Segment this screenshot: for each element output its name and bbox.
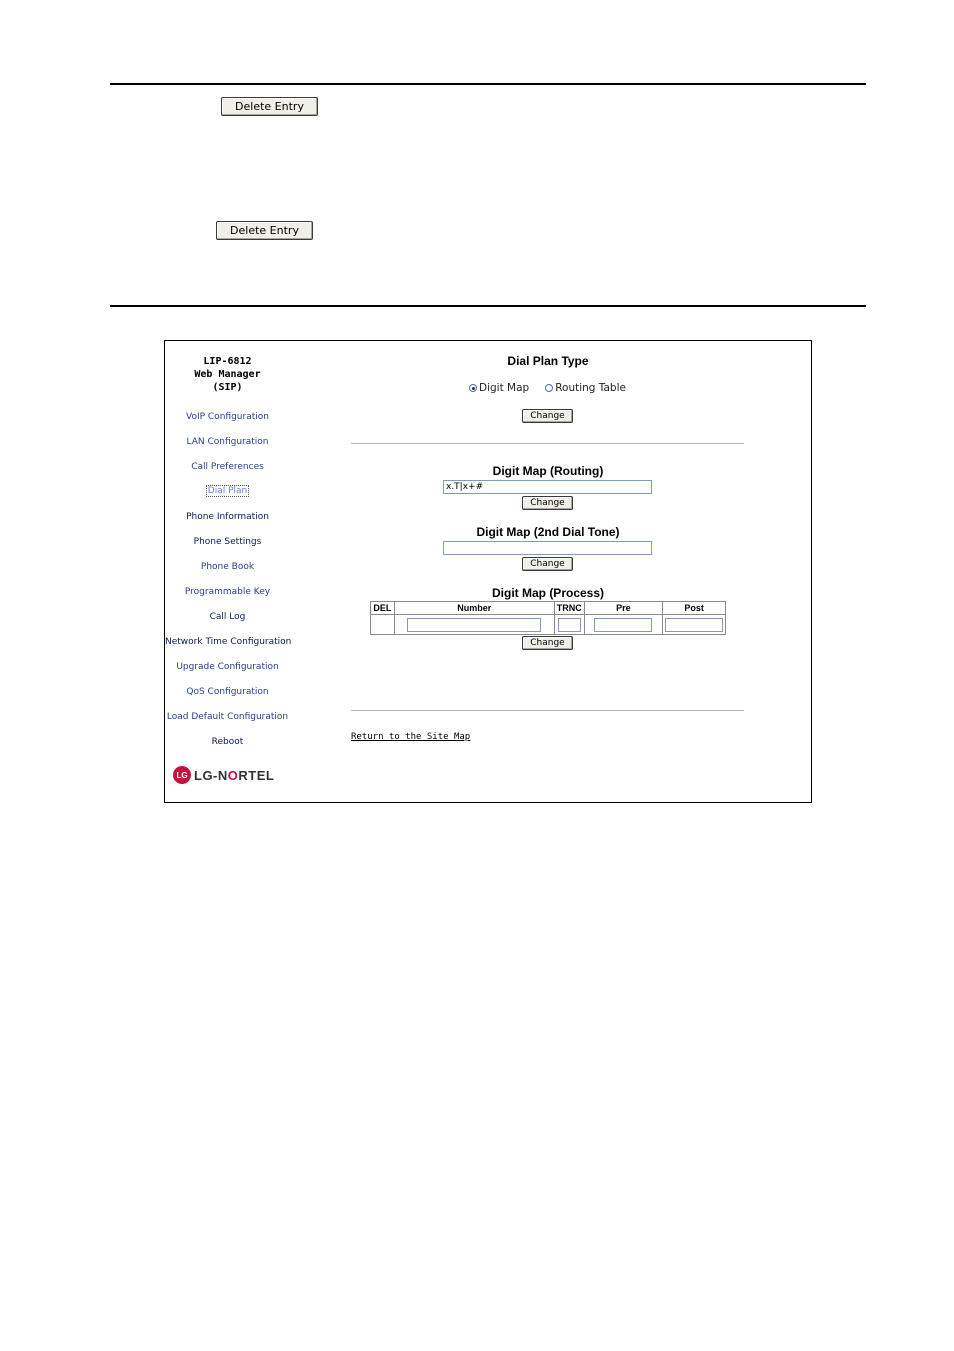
- nav-reboot[interactable]: [165, 737, 290, 747]
- return-to-site-map-link[interactable]: Return to the Site Map: [351, 732, 471, 742]
- nav-call-preferences[interactable]: [165, 462, 290, 472]
- nav-programmable-key[interactable]: [165, 587, 290, 597]
- nav-label: Load Default Configuration: [166, 712, 289, 722]
- dial-plan-type-change-button[interactable]: Change: [522, 409, 573, 423]
- delete-entry-button-2[interactable]: Delete Entry: [216, 221, 313, 240]
- trnc-cell: [554, 615, 584, 635]
- lg-nortel-logo: [173, 766, 274, 784]
- nav-voip-configuration[interactable]: [165, 412, 290, 422]
- nav-label: Phone Settings: [193, 537, 262, 547]
- nav-label: VoIP Configuration: [186, 412, 269, 422]
- nav-label: Upgrade Configuration: [176, 662, 279, 672]
- logo-text-o: O: [227, 767, 239, 783]
- nav-qos-configuration[interactable]: [165, 687, 290, 697]
- digit-map-2nd-title: Digit Map (2nd Dial Tone): [476, 525, 620, 539]
- nav-label: Call Log: [209, 612, 246, 622]
- logo-text-a: LG-N: [194, 767, 228, 783]
- nav-label: Programmable Key: [184, 587, 271, 597]
- digit-map-routing-change-button[interactable]: Change: [522, 496, 573, 510]
- table-row: [371, 615, 726, 635]
- number-input[interactable]: [407, 618, 541, 632]
- nav-label: Dial Plan: [207, 486, 248, 496]
- nav-network-time-configuration[interactable]: [165, 637, 290, 647]
- digit-map-radio-label: Digit Map: [479, 382, 530, 394]
- nav-label: Phone Book: [200, 562, 255, 572]
- trnc-input[interactable]: [558, 618, 581, 632]
- nav-label: Call Preferences: [191, 462, 264, 472]
- nav-label: Reboot: [211, 737, 244, 747]
- digit-map-routing-input[interactable]: x.T|x+#: [443, 480, 652, 494]
- digit-map-routing-title: Digit Map (Routing): [492, 464, 604, 478]
- app-title-line-3: (SIP): [212, 382, 243, 393]
- pre-input[interactable]: [594, 618, 652, 632]
- digit-map-process-table: [370, 601, 726, 635]
- nav-lan-configuration[interactable]: [165, 437, 290, 447]
- post-cell: [663, 615, 726, 635]
- col-pre: Pre: [584, 602, 663, 615]
- digit-map-process-title: Digit Map (Process): [491, 586, 605, 600]
- digit-map-process-change-button[interactable]: Change: [522, 636, 573, 650]
- digit-map-2nd-change-button[interactable]: Change: [522, 557, 573, 571]
- bottom-rule: [110, 305, 866, 307]
- top-rule: [110, 83, 866, 85]
- nav-dial-plan[interactable]: [165, 486, 290, 496]
- nav-label: Network Time Configuration: [165, 637, 292, 647]
- routing-table-radio-label: Routing Table: [555, 382, 626, 394]
- dial-plan-type-options: [469, 382, 626, 394]
- app-title-line-2: Web Manager: [194, 369, 261, 380]
- nav-label: LAN Configuration: [186, 437, 269, 447]
- lg-logo-icon: LG: [173, 766, 191, 784]
- nav-upgrade-configuration[interactable]: [165, 662, 290, 672]
- divider: [351, 443, 744, 444]
- divider: [351, 710, 744, 711]
- web-manager-frame: [164, 340, 812, 803]
- nav-label: QoS Configuration: [186, 687, 269, 697]
- col-post: Post: [663, 602, 726, 615]
- col-number: Number: [394, 602, 554, 615]
- logo-text-b: RTEL: [238, 767, 275, 783]
- nav-label: Phone Information: [186, 512, 269, 522]
- app-title-line-1: LIP-6812: [203, 356, 252, 367]
- logo-text: [194, 768, 274, 783]
- routing-table-radio[interactable]: [545, 384, 553, 392]
- col-trnc: TRNC: [554, 602, 584, 615]
- nav-phone-settings[interactable]: [165, 537, 290, 547]
- digit-map-2nd-input[interactable]: [443, 541, 652, 555]
- col-del: DEL: [371, 602, 395, 615]
- pre-cell: [584, 615, 663, 635]
- post-input[interactable]: [665, 618, 723, 632]
- digit-map-radio[interactable]: [469, 384, 477, 392]
- nav-phone-book[interactable]: [165, 562, 290, 572]
- nav-call-log[interactable]: [165, 612, 290, 622]
- dial-plan-type-title: Dial Plan Type: [507, 354, 589, 368]
- nav-load-default-configuration[interactable]: [165, 712, 290, 722]
- nav-phone-information[interactable]: [165, 512, 290, 522]
- del-cell[interactable]: [371, 615, 395, 635]
- delete-entry-button[interactable]: Delete Entry: [221, 97, 318, 116]
- number-cell: [394, 615, 554, 635]
- app-title: [165, 355, 290, 394]
